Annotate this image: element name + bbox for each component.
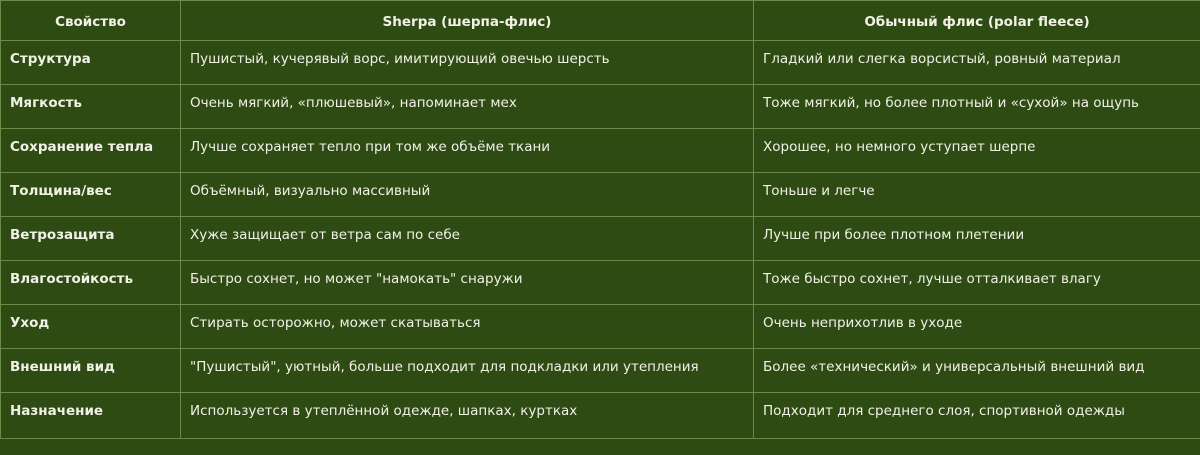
row-property-cell: Мягкость xyxy=(1,85,181,129)
table-row xyxy=(1,173,1200,217)
row-sherpa-cell: Используется в утеплённой одежде, шапках, куртках xyxy=(181,393,754,439)
table-row xyxy=(1,129,1200,173)
row-fleece-cell: Очень неприхотлив в уходе xyxy=(754,305,1200,349)
row-fleece-cell: Хорошее, но немного уступает шерпе xyxy=(754,129,1200,173)
row-fleece-cell: Тоньше и легче xyxy=(754,173,1200,217)
row-sherpa-cell: Хуже защищает от ветра сам по себе xyxy=(181,217,754,261)
header-sherpa: Sherpa (шерпа-флис) xyxy=(181,1,754,41)
row-sherpa-cell: Лучше сохраняет тепло при том же объёме ткани xyxy=(181,129,754,173)
row-property-cell: Толщина/вес xyxy=(1,173,181,217)
header-row xyxy=(1,1,1200,41)
table-row xyxy=(1,41,1200,85)
row-fleece-cell: Гладкий или слегка ворсистый, ровный материал xyxy=(754,41,1200,85)
table-row xyxy=(1,349,1200,393)
table-row xyxy=(1,393,1200,439)
row-fleece-cell: Подходит для среднего слоя, спортивной одежды xyxy=(754,393,1200,439)
row-sherpa-cell: Очень мягкий, «плюшевый», напоминает мех xyxy=(181,85,754,129)
row-sherpa-cell: "Пушистый", уютный, больше подходит для подкладки или утепления xyxy=(181,349,754,393)
row-sherpa-cell: Стирать осторожно, может скатываться xyxy=(181,305,754,349)
row-fleece-cell: Тоже быстро сохнет, лучше отталкивает влагу xyxy=(754,261,1200,305)
header-polar-fleece: Обычный флис (polar fleece) xyxy=(754,1,1200,41)
table-row xyxy=(1,85,1200,129)
row-property-cell: Сохранение тепла xyxy=(1,129,181,173)
row-sherpa-cell: Пушистый, кучерявый ворс, имитирующий овечью шерсть xyxy=(181,41,754,85)
row-property-cell: Внешний вид xyxy=(1,349,181,393)
row-property-cell: Ветрозащита xyxy=(1,217,181,261)
table-row xyxy=(1,305,1200,349)
table-row xyxy=(1,261,1200,305)
row-fleece-cell: Более «технический» и универсальный внешний вид xyxy=(754,349,1200,393)
row-sherpa-cell: Быстро сохнет, но может "намокать" снаружи xyxy=(181,261,754,305)
row-property-cell: Назначение xyxy=(1,393,181,439)
row-fleece-cell: Тоже мягкий, но более плотный и «сухой» на ощупь xyxy=(754,85,1200,129)
row-property-cell: Влагостойкость xyxy=(1,261,181,305)
row-sherpa-cell: Объёмный, визуально массивный xyxy=(181,173,754,217)
row-property-cell: Уход xyxy=(1,305,181,349)
row-fleece-cell: Лучше при более плотном плетении xyxy=(754,217,1200,261)
table-row xyxy=(1,217,1200,261)
header-property: Свойство xyxy=(1,1,181,41)
row-property-cell: Структура xyxy=(1,41,181,85)
